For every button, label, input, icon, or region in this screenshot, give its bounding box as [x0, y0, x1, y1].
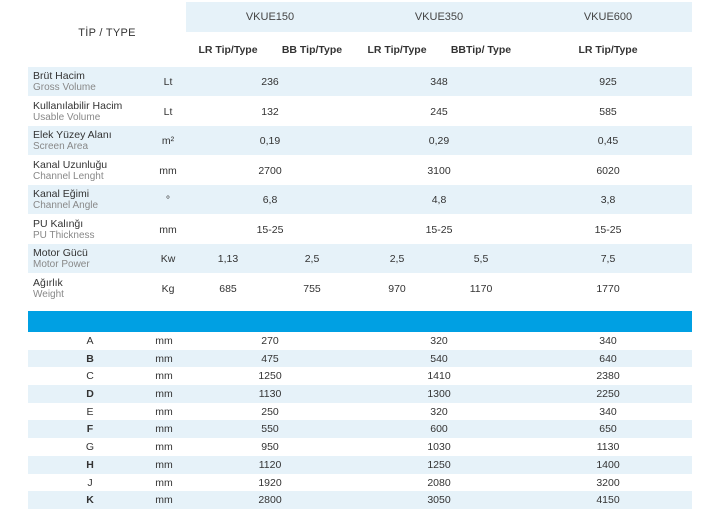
prop-name-en: Channel Angle — [33, 200, 99, 211]
dim-label: G — [85, 441, 95, 454]
dim-unit: mm — [155, 352, 173, 365]
dim-value-vkue350: 3050 — [427, 494, 451, 507]
table-row — [28, 491, 692, 509]
dim-value-vkue600: 640 — [599, 352, 617, 365]
prop-value-vkue150: 2700 — [258, 164, 282, 177]
table-row — [28, 474, 692, 492]
model-vkue600: VKUE600 — [583, 11, 633, 23]
dim-unit: mm — [155, 335, 173, 347]
prop-value-vkue150: 132 — [261, 105, 279, 118]
dim-unit: mm — [155, 370, 173, 383]
table-row — [28, 420, 692, 438]
model-header-row — [186, 2, 692, 32]
prop-name-en: Channel Lenght — [33, 170, 104, 182]
dim-unit: mm — [155, 458, 173, 471]
weight-value-vkue150-bb: 755 — [303, 282, 321, 295]
dim-value-vkue350: 1030 — [427, 441, 451, 454]
dim-value-vkue600: 340 — [599, 335, 617, 347]
prop-unit: mm — [159, 164, 177, 177]
prop-value-vkue350: 348 — [430, 76, 448, 88]
prop-unit: mm — [159, 223, 177, 236]
dim-value-vkue150: 950 — [261, 441, 279, 454]
table-row — [28, 274, 692, 304]
properties-table — [28, 67, 692, 303]
prop-unit: Lt — [163, 105, 173, 118]
dim-value-vkue150: 1920 — [258, 476, 282, 489]
prop-name-tr: Kullanılabilir Hacim — [33, 99, 123, 112]
prop-value-vkue150: 15-25 — [256, 223, 284, 236]
dimensions-table — [28, 332, 692, 509]
weight-value-vkue600-lr: 1770 — [596, 282, 620, 295]
motor-value-vkue350-lr: 2,5 — [389, 253, 405, 265]
prop-value-vkue350: 4,8 — [431, 194, 447, 206]
dim-label: H — [86, 458, 94, 471]
motor-value-vkue150-lr: 1,13 — [217, 253, 239, 265]
sub-header-vkue350-bb: BBTip/ Type — [450, 44, 512, 56]
motor-value-vkue600-lr: 7,5 — [600, 253, 616, 265]
dim-value-vkue350: 320 — [430, 335, 448, 347]
dim-unit: mm — [155, 494, 173, 507]
model-vkue150: VKUE150 — [245, 11, 295, 23]
sub-header-vkue600-lr: LR Tip/Type — [578, 44, 638, 56]
prop-value-vkue600: 15-25 — [594, 223, 622, 236]
motor-value-vkue150-bb: 2,5 — [304, 253, 320, 265]
prop-value-vkue150: 236 — [261, 76, 279, 88]
prop-name-en: Weight — [33, 288, 64, 300]
table-row — [28, 244, 692, 274]
weight-value-vkue150-lr: 685 — [219, 282, 237, 295]
dim-value-vkue350: 1410 — [427, 370, 451, 383]
dim-label: K — [86, 494, 94, 507]
dim-value-vkue150: 270 — [261, 335, 279, 347]
dim-label: E — [86, 405, 94, 418]
table-row — [28, 215, 692, 245]
prop-name-tr: Ağırlık — [33, 276, 63, 289]
dim-value-vkue350: 2080 — [427, 476, 451, 489]
prop-name-tr: PU Kalınğı — [33, 217, 84, 230]
weight-value-vkue350-lr: 970 — [388, 282, 406, 295]
prop-name-en: Gross Volume — [33, 82, 96, 93]
prop-value-vkue600: 6020 — [596, 164, 620, 177]
dim-unit: mm — [155, 476, 173, 489]
dim-label: C — [86, 370, 94, 383]
table-row — [28, 438, 692, 456]
prop-value-vkue350: 15-25 — [425, 223, 453, 236]
dim-value-vkue600: 650 — [599, 423, 617, 436]
dim-value-vkue600: 4150 — [596, 494, 620, 507]
prop-name-tr: Motor Gücü — [33, 247, 88, 259]
table-row — [28, 367, 692, 385]
dim-unit: mm — [155, 405, 173, 418]
dim-label: J — [87, 476, 93, 489]
sub-header-vkue150-lr: LR Tip/Type — [198, 44, 258, 56]
prop-name-en: Motor Power — [33, 259, 90, 270]
table-row — [28, 456, 692, 474]
prop-unit: Kg — [161, 282, 175, 295]
prop-value-vkue600: 585 — [599, 105, 617, 118]
dim-unit: mm — [155, 441, 173, 454]
prop-name-tr: Brüt Hacim — [33, 70, 85, 82]
prop-unit: m² — [161, 135, 175, 147]
prop-value-vkue150: 0,19 — [259, 135, 281, 147]
dim-value-vkue600: 2250 — [596, 388, 620, 401]
prop-unit: Kw — [160, 253, 176, 265]
prop-name-en: Screen Area — [33, 141, 89, 152]
prop-value-vkue600: 3,8 — [600, 194, 616, 206]
prop-name-en: PU Thickness — [33, 229, 95, 241]
dim-value-vkue600: 2380 — [596, 370, 620, 383]
dim-value-vkue600: 340 — [599, 405, 617, 418]
dim-value-vkue150: 2800 — [258, 494, 282, 507]
dim-label: B — [86, 352, 94, 365]
prop-unit: ° — [165, 194, 171, 206]
dim-label: D — [86, 388, 94, 401]
model-vkue350: VKUE350 — [414, 11, 464, 23]
prop-value-vkue600: 925 — [599, 76, 617, 88]
table-row — [28, 385, 692, 403]
prop-value-vkue150: 6,8 — [262, 194, 278, 206]
table-row — [28, 126, 692, 156]
dim-value-vkue150: 250 — [261, 405, 279, 418]
motor-value-vkue350-bb: 5,5 — [473, 253, 489, 265]
dim-unit: mm — [155, 388, 173, 401]
dim-value-vkue350: 1300 — [427, 388, 451, 401]
prop-value-vkue600: 0,45 — [597, 135, 619, 147]
dim-label: F — [86, 423, 94, 436]
table-row — [28, 156, 692, 186]
dim-value-vkue600: 1130 — [596, 441, 620, 454]
dim-value-vkue350: 600 — [430, 423, 448, 436]
prop-name-tr: Elek Yüzey Alanı — [33, 129, 112, 141]
table-row — [28, 403, 692, 421]
table-row — [28, 185, 692, 215]
sub-header-row — [186, 36, 692, 64]
section-divider-bar — [28, 311, 692, 332]
dim-value-vkue150: 475 — [261, 352, 279, 365]
prop-unit: Lt — [163, 76, 173, 88]
dim-unit: mm — [155, 423, 173, 436]
sub-header-vkue150-bb: BB Tip/Type — [281, 44, 343, 56]
table-row — [28, 67, 692, 97]
prop-value-vkue350: 0,29 — [428, 135, 450, 147]
prop-value-vkue350: 245 — [430, 105, 448, 118]
prop-name-en: Usable Volume — [33, 111, 101, 123]
table-row — [28, 332, 692, 350]
dim-label: A — [86, 335, 94, 347]
dim-value-vkue150: 1130 — [258, 388, 282, 401]
dim-value-vkue600: 3200 — [596, 476, 620, 489]
dim-value-vkue350: 540 — [430, 352, 448, 365]
table-row — [28, 97, 692, 127]
prop-name-tr: Kanal Uzunluğu — [33, 158, 108, 171]
dim-value-vkue150: 1250 — [258, 370, 282, 383]
type-label: TİP / TYPE — [78, 26, 136, 39]
weight-value-vkue350-bb: 1170 — [469, 282, 493, 295]
table-row — [28, 350, 692, 368]
dim-value-vkue150: 1120 — [258, 458, 282, 471]
prop-value-vkue350: 3100 — [427, 164, 451, 177]
dim-value-vkue600: 1400 — [596, 458, 620, 471]
prop-name-tr: Kanal Eğimi — [33, 188, 90, 200]
sub-header-vkue350-lr: LR Tip/Type — [367, 44, 427, 56]
dim-value-vkue350: 320 — [430, 405, 448, 418]
dim-value-vkue350: 1250 — [427, 458, 451, 471]
dim-value-vkue150: 550 — [261, 423, 279, 436]
